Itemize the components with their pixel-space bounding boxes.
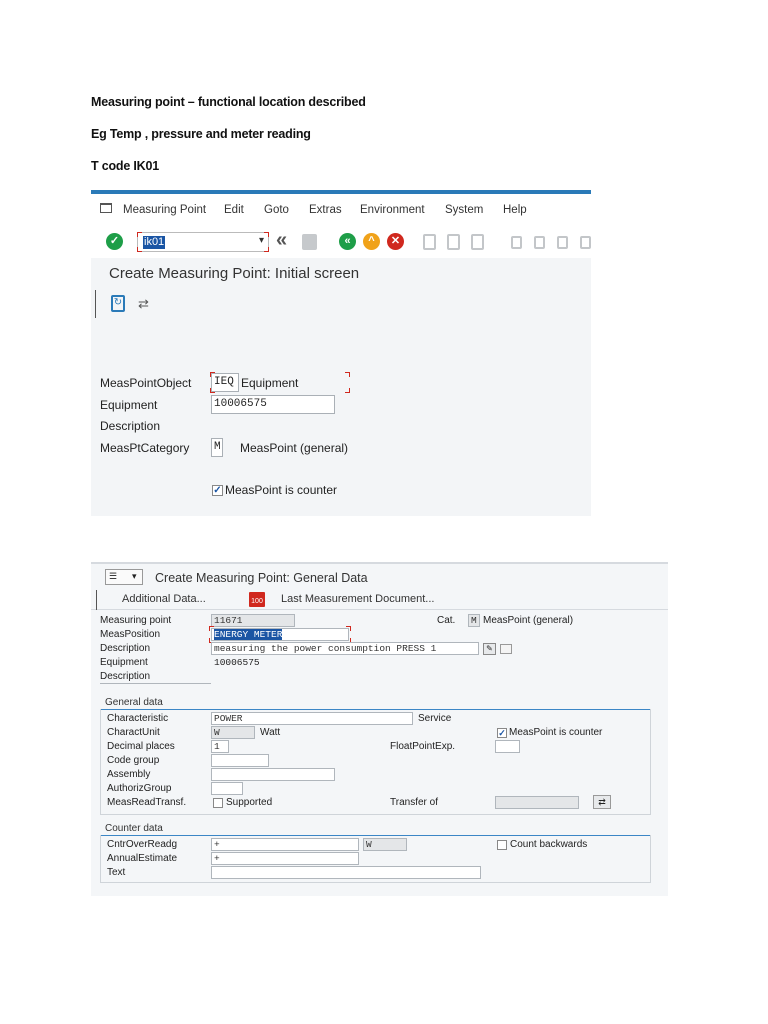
menu-button[interactable] bbox=[105, 569, 143, 585]
equipment-description-label: Description bbox=[100, 671, 151, 682]
general-data-title: General data bbox=[105, 697, 163, 708]
chevron-down-icon: ▾ bbox=[132, 571, 137, 581]
back-icon[interactable]: « bbox=[339, 233, 356, 250]
chevron-down-icon[interactable]: ▾ bbox=[258, 235, 264, 246]
menu-environment[interactable]: Environment bbox=[360, 204, 425, 216]
transfer-of-label: Transfer of bbox=[390, 797, 438, 808]
meas-point-counter-label: MeasPoint is counter bbox=[509, 727, 603, 738]
double-left-arrow-icon[interactable]: « bbox=[276, 229, 288, 251]
meas-point-object-text: Equipment bbox=[241, 376, 299, 390]
meas-point-counter-checkbox[interactable]: ✓ bbox=[213, 485, 222, 496]
cntr-unit-field: W bbox=[363, 838, 407, 851]
menu-extras[interactable]: Extras bbox=[309, 204, 342, 216]
system-toolbar bbox=[91, 224, 591, 258]
supported-checkbox[interactable] bbox=[213, 798, 223, 808]
equipment-label: Equipment bbox=[100, 657, 148, 668]
authoriz-group-label: AuthorizGroup bbox=[107, 783, 172, 794]
field-corner-mark bbox=[345, 388, 350, 393]
decimal-places-field[interactable]: 1 bbox=[211, 740, 229, 753]
transfer-of-field bbox=[495, 796, 579, 809]
annual-estimate-field[interactable]: + bbox=[211, 852, 359, 865]
meas-point-object-label: MeasPointObject bbox=[100, 376, 192, 390]
assembly-field[interactable] bbox=[211, 768, 335, 781]
field-corner-mark bbox=[137, 247, 142, 252]
transfer-lookup-icon[interactable]: ⇄ bbox=[593, 795, 611, 809]
measurement-document-icon[interactable]: 100 bbox=[249, 592, 265, 607]
application-toolbar bbox=[91, 589, 668, 610]
category-label: Cat. bbox=[437, 615, 456, 626]
last-measurement-document-button[interactable]: Last Measurement Document... bbox=[281, 593, 435, 605]
field-corner-mark bbox=[346, 626, 351, 631]
charact-unit-field: W bbox=[211, 726, 255, 739]
menu-icon[interactable] bbox=[100, 203, 112, 213]
long-text-indicator bbox=[500, 644, 512, 654]
field-corner-mark bbox=[264, 232, 269, 237]
measuring-point-label: Measuring point bbox=[100, 615, 172, 626]
field-corner-mark bbox=[209, 626, 214, 631]
decimal-places-label: Decimal places bbox=[107, 741, 175, 752]
command-field-value: ik01 bbox=[144, 236, 165, 248]
field-corner-mark bbox=[345, 372, 350, 377]
supported-label: Supported bbox=[226, 797, 273, 808]
doc-heading: Measuring point – functional location described bbox=[91, 95, 366, 109]
doc-example-line: Eg Temp , pressure and meter reading bbox=[91, 127, 311, 141]
meas-position-field[interactable] bbox=[211, 628, 349, 641]
enter-check-icon[interactable]: ✓ bbox=[106, 233, 123, 250]
menu-measuring-point[interactable]: Measuring Point bbox=[123, 204, 207, 216]
float-point-exp-label: FloatPointExp. bbox=[390, 741, 456, 752]
sap-general-data-screenshot bbox=[91, 562, 668, 896]
menu-icon: ☰ bbox=[109, 571, 118, 581]
assembly-label: Assembly bbox=[107, 769, 151, 780]
measuring-point-field: 11671 bbox=[211, 614, 295, 627]
exit-icon[interactable]: ^ bbox=[363, 233, 380, 250]
float-point-exp-field[interactable] bbox=[495, 740, 520, 753]
screen-title: Create Measuring Point: Initial screen bbox=[109, 265, 360, 282]
doc-tcode-line: T code IK01 bbox=[91, 159, 159, 173]
menu-system[interactable]: System bbox=[445, 204, 484, 216]
code-group-label: Code group bbox=[107, 755, 160, 766]
find-icon[interactable] bbox=[447, 234, 460, 250]
equipment-description-underline bbox=[100, 683, 211, 684]
text-label: Text bbox=[107, 867, 126, 878]
long-text-icon[interactable]: ✎ bbox=[483, 643, 496, 655]
characteristic-label: Characteristic bbox=[107, 713, 169, 724]
cntr-over-readg-label: CntrOverReadg bbox=[107, 839, 178, 850]
meas-pt-category-text: MeasPoint (general) bbox=[240, 441, 349, 455]
count-backwards-label: Count backwards bbox=[510, 839, 588, 850]
create-with-template-icon[interactable]: ↻ bbox=[111, 295, 125, 312]
menu-goto[interactable]: Goto bbox=[264, 204, 289, 216]
field-corner-mark bbox=[210, 372, 215, 377]
next-page-icon[interactable] bbox=[557, 236, 568, 249]
menu-help[interactable]: Help bbox=[503, 204, 527, 216]
find-next-icon[interactable] bbox=[471, 234, 484, 250]
meas-point-counter-label: MeasPoint is counter bbox=[225, 483, 338, 497]
description-label: Description bbox=[100, 643, 151, 654]
charact-unit-label: CharactUnit bbox=[107, 727, 160, 738]
cancel-icon[interactable]: ✕ bbox=[387, 233, 404, 250]
authoriz-group-field[interactable] bbox=[211, 782, 243, 795]
meas-point-object-field[interactable]: IEQ bbox=[211, 373, 239, 392]
screen-title: Create Measuring Point: General Data bbox=[155, 571, 368, 585]
additional-data-button[interactable]: Additional Data... bbox=[122, 593, 206, 605]
equipment-value: 10006575 bbox=[214, 657, 260, 668]
meas-point-counter-checkbox[interactable]: ✓ bbox=[498, 728, 506, 738]
counter-data-title: Counter data bbox=[105, 823, 163, 834]
data-transfer-icon[interactable]: ⇄ bbox=[138, 296, 149, 311]
menu-bar bbox=[91, 194, 591, 224]
annual-estimate-label: AnnualEstimate bbox=[107, 853, 178, 864]
service-label: Service bbox=[418, 713, 452, 724]
print-icon[interactable] bbox=[423, 234, 436, 250]
toolbar-divider bbox=[96, 590, 97, 610]
command-field[interactable] bbox=[137, 232, 269, 252]
screen-title-bar bbox=[91, 562, 668, 589]
cntr-over-readg-field[interactable]: + bbox=[211, 838, 359, 851]
meas-position-value: ENERGY METER bbox=[214, 629, 283, 640]
category-field: M bbox=[468, 614, 480, 627]
charact-unit-text: Watt bbox=[260, 727, 281, 738]
description-field[interactable]: measuring the power consumption PRESS 1 bbox=[211, 642, 479, 655]
code-group-field[interactable] bbox=[211, 754, 269, 767]
characteristic-field[interactable]: POWER bbox=[211, 712, 413, 725]
meas-pt-category-label: MeasPtCategory bbox=[100, 441, 190, 455]
meas-position-label: MeasPosition bbox=[100, 629, 161, 640]
count-backwards-checkbox[interactable] bbox=[497, 840, 507, 850]
text-field[interactable] bbox=[211, 866, 481, 879]
last-page-icon[interactable] bbox=[580, 236, 591, 249]
meas-pt-category-field[interactable]: M bbox=[211, 438, 223, 457]
previous-page-icon[interactable] bbox=[534, 236, 545, 249]
meas-read-transf-label: MeasReadTransf. bbox=[107, 797, 187, 808]
category-text: MeasPoint (general) bbox=[483, 615, 574, 626]
description-label: Description bbox=[100, 419, 161, 433]
save-icon[interactable] bbox=[302, 234, 317, 250]
field-corner-mark bbox=[137, 232, 142, 237]
first-page-icon[interactable] bbox=[511, 236, 522, 249]
field-corner-mark bbox=[264, 247, 269, 252]
application-toolbar bbox=[91, 288, 591, 320]
sap-initial-screen-screenshot bbox=[91, 190, 591, 516]
equipment-label: Equipment bbox=[100, 398, 158, 412]
field-corner-mark bbox=[210, 388, 215, 393]
equipment-field[interactable]: 10006575 bbox=[211, 395, 335, 414]
toolbar-divider bbox=[95, 290, 96, 318]
menu-edit[interactable]: Edit bbox=[224, 204, 244, 216]
screen-title-bar bbox=[91, 258, 591, 288]
